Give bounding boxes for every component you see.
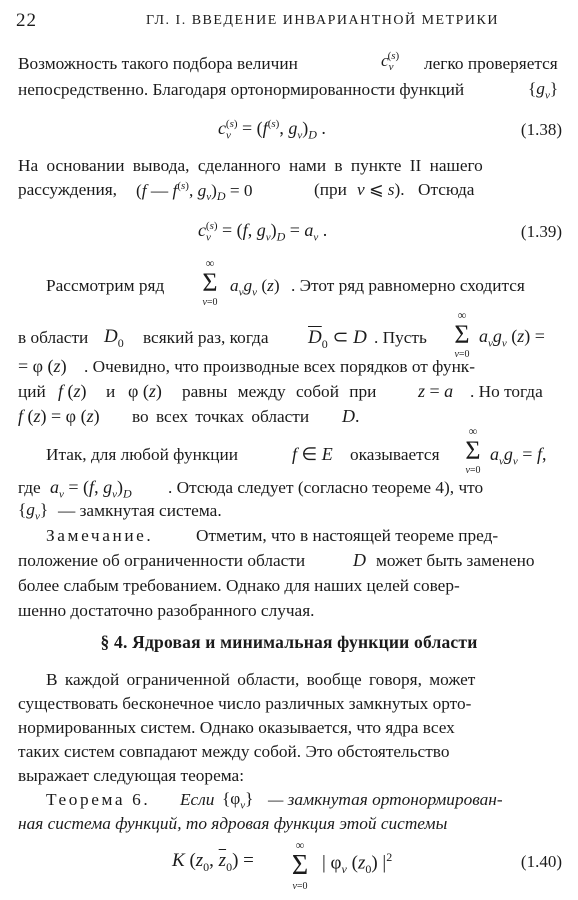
page-header (16, 10, 558, 34)
equation-formula: | $\varphi_\nu$ $(z_0)$ $|^2$ (322, 850, 393, 877)
math-inline: $a_\nu = (f$, $g_\nu)_D$ (50, 477, 132, 501)
text-line: . Очевидно, что производные всех порядков от функ- (84, 357, 475, 376)
text-line: На основании вывода, сделанного нами в пункте II нашего (18, 156, 483, 175)
text-line: В каждой ограниченной области, вообще говоря, может (46, 670, 476, 689)
math-inline: $\overline{D}_0$ ⊂ D (308, 327, 367, 351)
text-line: более слабым требованием. Однако для наших целей совер- (18, 576, 460, 595)
equation-formula: $c_\nu^{(s)} = (f$, $g_\nu)_D = a_\nu$ . (198, 220, 328, 244)
text-line: существовать бесконечное число различных замкнутых орто- (18, 694, 472, 713)
text-line: рассуждения, (18, 180, 118, 199)
text-line: нормированных систем. Однако оказывается, что ядра всех (18, 718, 455, 737)
math-inline: f (z) = φ (z) (18, 406, 100, 426)
summation-sign: ∞ Σ ν=0 (202, 256, 218, 308)
math-inline: f ∈ E (292, 444, 333, 464)
text-line: может быть заменено (376, 551, 535, 570)
text-line: и (106, 382, 116, 401)
text-line: в области (18, 328, 89, 347)
equation-formula: K ($z_0$, $\overline{z}_0$) = (172, 850, 254, 874)
text-line: ная система функций, то ядровая функция этой системы (18, 814, 448, 833)
summation-sign: ∞ Σ ν=0 (291, 838, 309, 892)
text-line: Итак, для любой функции (46, 445, 238, 464)
math-inline: (f — $f^{(s)}$, $g_\nu)_D = 0$ (136, 180, 253, 204)
math-inline: D (353, 550, 366, 570)
math-inline: D. (342, 406, 360, 426)
math-inline: $a_\nu g_\nu$ (z) (230, 276, 280, 299)
remark-label: Замечание. (46, 526, 154, 545)
text-line: оказывается (350, 445, 440, 464)
math-inline: = φ (z) (18, 356, 67, 376)
equation-1-38 (0, 116, 578, 146)
text-line: легко проверяется (424, 54, 558, 73)
text-line: Рассмотрим ряд (46, 276, 165, 295)
text-line: положение об ограниченности области (18, 551, 306, 570)
math-inline: $\{g_\nu\}$ (18, 500, 49, 523)
text-line: Отметим, что в настоящей теореме пред- (196, 526, 499, 545)
text-line: — замкнутая система. (58, 501, 222, 520)
text-line: Если (180, 790, 215, 809)
equation-1-39 (0, 218, 578, 248)
text-line: выражает следующая теорема: (18, 766, 245, 785)
summation-sign: ∞ Σ ν=0 (465, 424, 481, 476)
math-inline: f (z) (58, 381, 87, 401)
math-inline: ν ⩽ s). (357, 180, 405, 199)
text-line: равны между собой при (182, 382, 377, 401)
text-line: ций (18, 382, 46, 401)
text-line: . Но тогда (470, 382, 543, 401)
equation-1-40 (0, 840, 578, 900)
math-inline: z = a (418, 381, 454, 401)
math-inline: $c_\nu^{(s)}$ (381, 50, 400, 74)
text-line: . Отсюда следует (согласно теореме 4), что (168, 478, 484, 497)
text-line: непосредственно. Благодаря ортонормированности функций (18, 80, 465, 99)
running-title: ГЛ. I. ВВЕДЕНИЕ ИНВАРИАНТНОЙ МЕТРИКИ (146, 13, 499, 28)
section-heading: § 4. Ядровая и минимальная функции области (100, 632, 478, 652)
equation-number: (1.40) (520, 852, 562, 871)
text-line: . Пусть (374, 328, 427, 347)
text-line: . Этот ряд равномерно сходится (291, 276, 525, 295)
math-inline: $\{\varphi_\nu\}$ (222, 789, 254, 812)
text-line: шенно достаточно разобранного случая. (18, 601, 315, 620)
math-inline: $a_\nu g_\nu = f$, (490, 444, 547, 468)
math-inline: $a_\nu g_\nu$ (z) = (479, 326, 545, 350)
page-number: 22 (16, 10, 37, 31)
equation-number: (1.38) (520, 120, 562, 139)
text-line: Отсюда (418, 180, 475, 199)
text-line: всякий раз, когда (143, 328, 269, 347)
math-inline: $\{g_\nu\}$ (528, 79, 559, 102)
text-line: где (18, 478, 41, 497)
math-inline: φ (z) (128, 381, 162, 401)
text-line: (при (314, 180, 347, 199)
math-inline: $D_0$ (104, 326, 124, 350)
theorem-label: Теорема 6. (46, 790, 151, 809)
text-line: во всех точках области (132, 407, 310, 426)
equation-formula: $c_\nu^{(s)} = (f^{(s)}$, $g_\nu)_D$ . (218, 118, 326, 142)
text-line: таких систем совпадают между собой. Это обстоятельство (18, 742, 450, 761)
summation-sign: ∞ Σ ν=0 (454, 308, 470, 360)
text-line: Возможность такого подбора величин (18, 54, 298, 73)
text-line: — замкнутая ортонормирован- (268, 790, 503, 809)
equation-number: (1.39) (520, 222, 562, 241)
